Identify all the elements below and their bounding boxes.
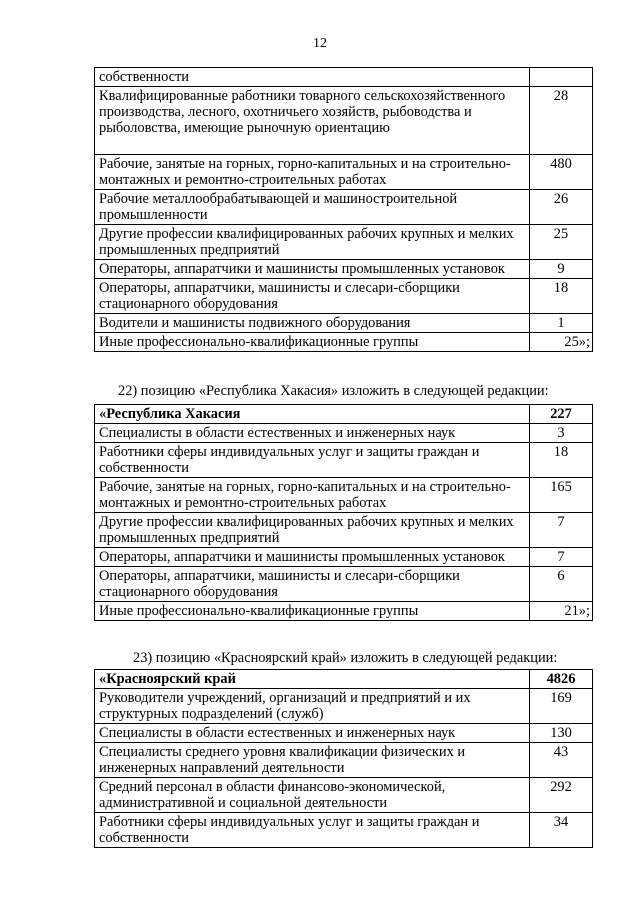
table-row bbox=[95, 424, 593, 443]
row-label: Квалифицированные работники товарного сельскохозяйственного производства, лесного, охотничьего хозяйств, рыбоводства и рыболовства, имеющие рыночную ориентацию bbox=[95, 87, 530, 155]
row-value: 9 bbox=[530, 260, 593, 279]
row-label: Водители и машинисты подвижного оборудования bbox=[95, 314, 530, 333]
row-value: 1 bbox=[530, 314, 593, 333]
row-label: Руководители учреждений, организаций и предприятий и их структурных подразделений (служб) bbox=[95, 689, 530, 724]
table-row bbox=[95, 225, 593, 260]
table-row-total bbox=[95, 670, 593, 689]
table-krasnoyarsk-krai bbox=[94, 669, 593, 848]
row-value: 130 bbox=[530, 724, 593, 743]
region-total: 4826 bbox=[530, 670, 593, 689]
table-row bbox=[95, 724, 593, 743]
table-row-total bbox=[95, 405, 593, 424]
region-name: «Республика Хакасия bbox=[95, 405, 530, 424]
table-row bbox=[95, 260, 593, 279]
row-label: Рабочие металлообрабатывающей и машиностроительной промышленности bbox=[95, 190, 530, 225]
row-value: 34 bbox=[530, 813, 593, 848]
page-number: 12 bbox=[313, 36, 327, 51]
row-label: Специалисты среднего уровня квалификации физических и инженерных направлений деятельности bbox=[95, 743, 530, 778]
table-row bbox=[95, 548, 593, 567]
row-value: 165 bbox=[530, 478, 593, 513]
region-total: 227 bbox=[530, 405, 593, 424]
table-row bbox=[95, 155, 593, 190]
table-row bbox=[95, 279, 593, 314]
row-label: Операторы, аппаратчики, машинисты и слесари-сборщики стационарного оборудования bbox=[95, 279, 530, 314]
row-value: 292 bbox=[530, 778, 593, 813]
row-value: 25»; bbox=[530, 333, 593, 352]
table-row bbox=[95, 333, 593, 352]
paragraph-text: 22) позицию «Республика Хакасия» изложить в следующей редакции: bbox=[118, 383, 549, 399]
row-value: 3 bbox=[530, 424, 593, 443]
row-value: 480 bbox=[530, 155, 593, 190]
row-label: Операторы, аппаратчики и машинисты промышленных установок bbox=[95, 548, 530, 567]
row-value: 25 bbox=[530, 225, 593, 260]
region-name: «Красноярский край bbox=[95, 670, 530, 689]
row-label: Операторы, аппаратчики, машинисты и слесари-сборщики стационарного оборудования bbox=[95, 567, 530, 602]
table-row bbox=[95, 513, 593, 548]
table-row bbox=[95, 743, 593, 778]
row-value: 18 bbox=[530, 279, 593, 314]
row-label: Рабочие, занятые на горных, горно-капитальных и на строительно-монтажных и ремонтно-строительных работах bbox=[95, 155, 530, 190]
table-row bbox=[95, 813, 593, 848]
row-label: Специалисты в области естественных и инженерных наук bbox=[95, 724, 530, 743]
table-row bbox=[95, 478, 593, 513]
table-row bbox=[95, 689, 593, 724]
table-continued bbox=[94, 67, 593, 352]
row-label: Специалисты в области естественных и инженерных наук bbox=[95, 424, 530, 443]
table-row bbox=[95, 602, 593, 621]
table-row bbox=[95, 443, 593, 478]
table-row bbox=[95, 68, 593, 87]
table-row bbox=[95, 778, 593, 813]
table-row bbox=[95, 87, 593, 155]
row-label: собственности bbox=[95, 68, 530, 87]
row-value: 28 bbox=[530, 87, 593, 155]
row-value: 26 bbox=[530, 190, 593, 225]
row-label: Средний персонал в области финансово-экономической, административной и социальной деятельности bbox=[95, 778, 530, 813]
row-label: Операторы, аппаратчики и машинисты промышленных установок bbox=[95, 260, 530, 279]
row-label: Другие профессии квалифицированных рабочих крупных и мелких промышленных предприятий bbox=[95, 225, 530, 260]
row-value bbox=[530, 68, 593, 87]
row-value: 43 bbox=[530, 743, 593, 778]
paragraph-text: 23) позицию «Красноярский край» изложить в следующей редакции: bbox=[133, 650, 558, 666]
row-label: Иные профессионально-квалификационные группы bbox=[95, 602, 530, 621]
row-value: 18 bbox=[530, 443, 593, 478]
table-row bbox=[95, 190, 593, 225]
table-row bbox=[95, 567, 593, 602]
row-label: Работники сферы индивидуальных услуг и защиты граждан и собственности bbox=[95, 443, 530, 478]
row-value: 169 bbox=[530, 689, 593, 724]
row-value: 6 bbox=[530, 567, 593, 602]
row-value: 21»; bbox=[530, 602, 593, 621]
row-label: Иные профессионально-квалификационные группы bbox=[95, 333, 530, 352]
table-row bbox=[95, 314, 593, 333]
table-republic-khakassia bbox=[94, 404, 593, 621]
row-value: 7 bbox=[530, 548, 593, 567]
row-label: Работники сферы индивидуальных услуг и защиты граждан и собственности bbox=[95, 813, 530, 848]
row-label: Рабочие, занятые на горных, горно-капитальных и на строительно-монтажных и ремонтно-строительных работах bbox=[95, 478, 530, 513]
row-label: Другие профессии квалифицированных рабочих крупных и мелких промышленных предприятий bbox=[95, 513, 530, 548]
row-value: 7 bbox=[530, 513, 593, 548]
